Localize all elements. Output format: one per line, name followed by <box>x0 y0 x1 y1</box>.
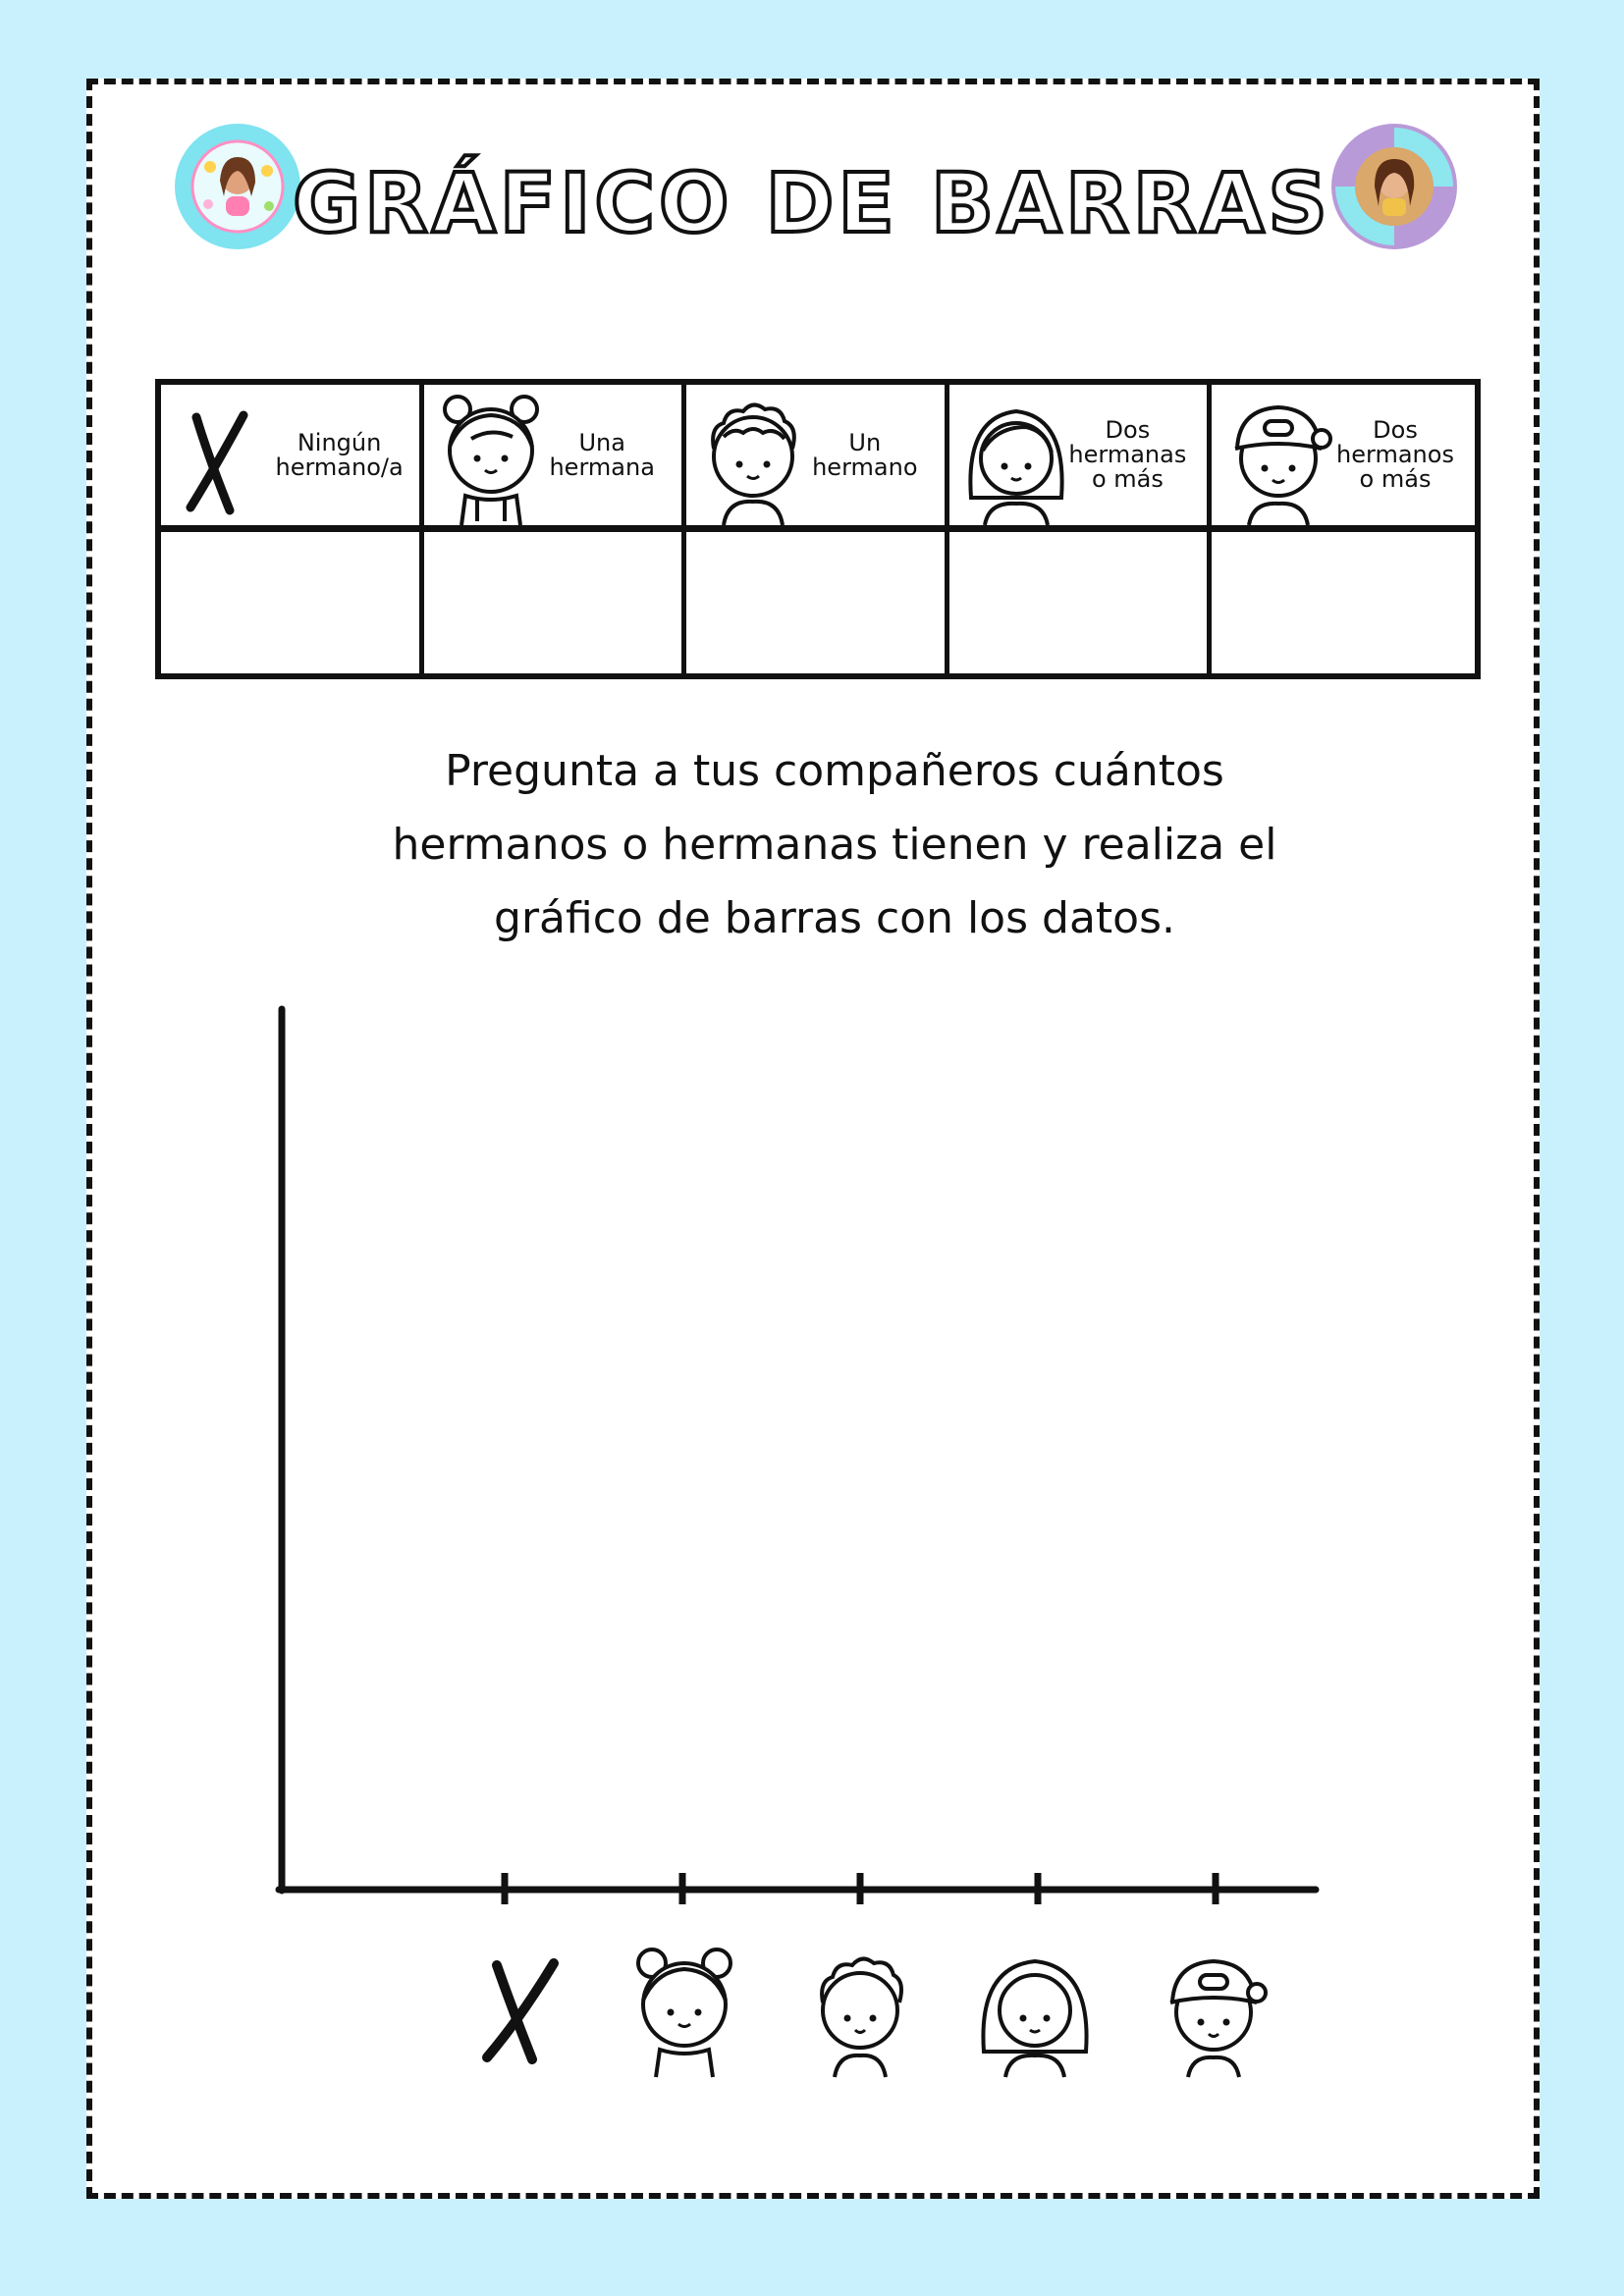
page-title: GRÁFICO DE BARRAS <box>293 155 1331 251</box>
tally-header-label: Dos hermanas o más <box>1068 416 1187 493</box>
tally-header-one-sister <box>424 385 687 532</box>
tally-header-one-brother <box>686 385 949 532</box>
girl-bob-face-icon <box>983 1961 1086 2077</box>
tally-header-label: Un hermano <box>812 428 918 481</box>
tally-table <box>155 379 1481 679</box>
tally-header-label: Ningún hermano/a <box>275 428 404 481</box>
tally-header-label: Una hermana <box>549 428 655 481</box>
tally-cell-none[interactable] <box>161 532 424 673</box>
girl-buns-face-icon <box>638 1949 731 2077</box>
tally-cell-two-sisters[interactable] <box>949 532 1213 673</box>
instructions-text: Pregunta a tus compañeros cuántos hermanos o hermanas tienen y realiza el gráfico de barras con los datos. <box>392 746 1277 943</box>
tally-header-label: Dos hermanos o más <box>1336 416 1454 493</box>
tally-cell-one-sister[interactable] <box>424 532 687 673</box>
x-mark-icon <box>487 1963 554 2059</box>
blank-bar-chart[interactable] <box>265 1001 1355 2081</box>
tally-cell-two-brothers[interactable] <box>1212 532 1475 673</box>
boy-curly-face-icon <box>822 1958 901 2077</box>
tally-header-two-brothers <box>1212 385 1475 532</box>
tally-header-none <box>161 385 424 532</box>
boy-cap-face-icon <box>1170 1961 1266 2077</box>
tally-cell-one-brother[interactable] <box>686 532 949 673</box>
boy-cap-face-icon <box>1219 388 1337 525</box>
tally-header-two-sisters <box>949 385 1213 532</box>
